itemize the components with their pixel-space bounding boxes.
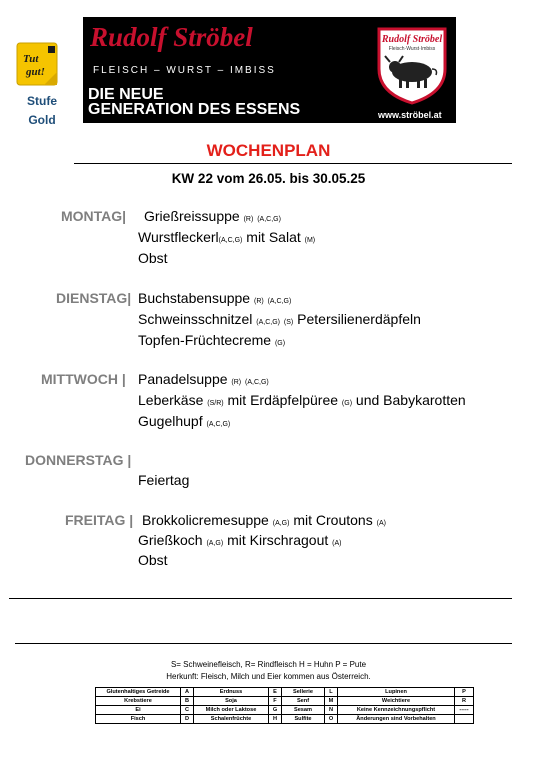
dish-side: Petersilienerdäpfeln	[297, 311, 421, 327]
allergen-name-cell: Lupinen	[338, 688, 455, 697]
allergen-note: (M)	[304, 237, 316, 244]
allergen-code-cell: A	[181, 688, 194, 697]
dish-name: Obst	[138, 250, 168, 266]
meat-legend: S= Schweinefleisch, R= Rindfleisch H = Huhn P = Pute	[170, 660, 367, 669]
allergen-name-cell: Keine Kennzeichnungspflicht	[338, 706, 455, 715]
allergen-code-cell: G	[269, 706, 282, 715]
dish-side: mit Erdäpfelpüree	[227, 392, 339, 408]
allergen-code-cell: M	[325, 697, 338, 706]
allergen-note: (A,C,G)	[206, 421, 231, 428]
shield-brand-text: Rudolf Ströbel	[381, 34, 443, 45]
dish-name: Obst	[138, 552, 168, 568]
tut-gut-badge	[14, 40, 60, 88]
header-banner	[83, 17, 456, 123]
allergen-code-cell: P	[455, 688, 474, 697]
allergen-note: (A,G)	[206, 540, 224, 547]
allergen-note: (A,C,G)	[267, 298, 292, 305]
menu-item-friday-dessert	[138, 552, 168, 568]
allergen-name-cell: Sulfite	[282, 715, 325, 724]
dish-name: Gugelhupf	[138, 413, 203, 429]
allergen-note: (R)	[253, 298, 264, 305]
allergen-name-cell: Weichtiere	[338, 697, 455, 706]
level-label	[22, 92, 62, 130]
menu-item-monday-main	[138, 229, 315, 245]
allergen-name-cell: Schalenfrüchte	[194, 715, 269, 724]
day-label-tuesday: DIENSTAG|	[56, 290, 132, 306]
dish-side-2: und Babykarotten	[355, 392, 466, 408]
origin-note: Herkunft: Fleisch, Milch und Eier kommen aus Österreich.	[166, 672, 371, 681]
allergen-name-cell: Senf	[282, 697, 325, 706]
allergen-code-cell: L	[325, 688, 338, 697]
brand-shield-logo	[375, 25, 449, 105]
allergen-name-cell: Erdnuss	[194, 688, 269, 697]
level-value-text: Gold	[28, 113, 56, 127]
allergen-code-cell: H	[269, 715, 282, 724]
day-label-monday: MONTAG|	[61, 208, 127, 224]
menu-item-friday-soup	[142, 512, 386, 528]
allergen-code-cell	[455, 715, 474, 724]
dish-name: Wurstfleckerl	[138, 229, 219, 245]
allergen-note: (S)	[283, 319, 294, 326]
allergen-row	[96, 706, 474, 715]
brand-name: Rudolf Ströbel	[90, 22, 253, 52]
allergen-row	[96, 697, 474, 706]
allergen-note: (A,C,G)	[257, 216, 281, 223]
allergen-note: (A,C,G)	[256, 319, 281, 326]
badge-text-line2: gut!	[26, 66, 45, 78]
allergen-name-cell: Soja	[194, 697, 269, 706]
dish-name: Panadelsuppe	[138, 371, 228, 387]
dish-side: mit Croutons	[293, 512, 373, 528]
allergen-name-cell: Änderungen sind Vorbehalten	[338, 715, 455, 724]
dish-name: Grießreissuppe	[144, 208, 240, 224]
menu-item-wednesday-dessert	[138, 413, 230, 429]
dish-name: Brokkolicremesuppe	[142, 512, 269, 528]
allergen-name-cell: Sellerie	[282, 688, 325, 697]
menu-item-wednesday-soup	[138, 371, 269, 387]
allergen-note: (A)	[376, 520, 386, 527]
allergen-name-cell: Milch oder Laktose	[194, 706, 269, 715]
allergen-row	[96, 688, 474, 697]
allergen-note: (G)	[341, 400, 353, 407]
allergen-code-cell: D	[181, 715, 194, 724]
headline-line1: DIE NEUE	[88, 86, 164, 103]
allergen-note: (A,C,G)	[218, 237, 243, 244]
brand-tagline: FLEISCH – WURST – IMBISS	[93, 65, 276, 76]
allergen-note: (R)	[231, 379, 242, 386]
allergen-note: (S/R)	[207, 400, 224, 407]
menu-item-tuesday-soup	[138, 290, 291, 306]
allergen-code-cell: C	[181, 706, 194, 715]
allergen-row	[96, 715, 474, 724]
allergen-code-cell: N	[325, 706, 338, 715]
dish-side: mit Kirschragout	[227, 532, 329, 548]
allergen-table	[95, 687, 474, 724]
allergen-name-cell: Glutenhaltiges Getreide	[96, 688, 181, 697]
allergen-code-cell: B	[181, 697, 194, 706]
shield-sub-text: Fleisch·Wurst·Imbiss	[388, 46, 436, 52]
website-label: www.ströbel.at	[378, 110, 442, 120]
level-label-text: Stufe	[27, 94, 57, 108]
allergen-name-cell: Fisch	[96, 715, 181, 724]
allergen-code-cell: F	[269, 697, 282, 706]
dish-side: mit Salat	[246, 229, 301, 245]
week-range: KW 22 vom 26.05. bis 30.05.25	[171, 171, 366, 186]
allergen-note: (A,G)	[272, 520, 290, 527]
page-title: WOCHENPLAN	[206, 141, 331, 160]
title-divider	[74, 163, 512, 164]
allergen-name-cell: Sesam	[282, 706, 325, 715]
day-label-friday: FREITAG |	[65, 512, 134, 528]
menu-item-monday-dessert	[138, 250, 168, 266]
dish-name: Buchstabensuppe	[138, 290, 251, 306]
allergen-note: (G)	[274, 340, 286, 347]
menu-item-thursday-holiday	[138, 472, 189, 488]
footer-divider	[15, 643, 512, 644]
allergen-note: (R)	[243, 216, 254, 223]
allergen-note: (A)	[332, 540, 342, 547]
headline-line2: GENERATION DES ESSENS	[88, 101, 301, 118]
allergen-code-cell: R	[455, 697, 474, 706]
allergen-code-cell: -----	[455, 706, 474, 715]
allergen-name-cell: Ei	[96, 706, 181, 715]
dish-name: Grießkoch	[138, 532, 203, 548]
dish-name: Topfen-Früchtecreme	[138, 332, 272, 348]
menu-item-tuesday-dessert	[138, 332, 285, 348]
menu-item-tuesday-main	[138, 311, 421, 327]
menu-bottom-divider	[9, 598, 512, 599]
day-label-wednesday: MITTWOCH |	[41, 371, 126, 387]
banner-headline	[88, 87, 300, 117]
dish-name: Feiertag	[138, 472, 190, 488]
day-label-thursday: DONNERSTAG |	[25, 452, 132, 468]
dish-name: Leberkäse	[138, 392, 204, 408]
menu-item-wednesday-main	[138, 392, 466, 408]
dish-name: Schweinsschnitzel	[138, 311, 253, 327]
allergen-code-cell: O	[325, 715, 338, 724]
allergen-note: (A,C,G)	[245, 379, 269, 386]
allergen-name-cell: Krebstiere	[96, 697, 181, 706]
menu-item-monday-soup	[144, 208, 281, 224]
badge-text-line1: Tut	[23, 53, 39, 65]
menu-item-friday-main	[138, 532, 341, 548]
allergen-code-cell: E	[269, 688, 282, 697]
